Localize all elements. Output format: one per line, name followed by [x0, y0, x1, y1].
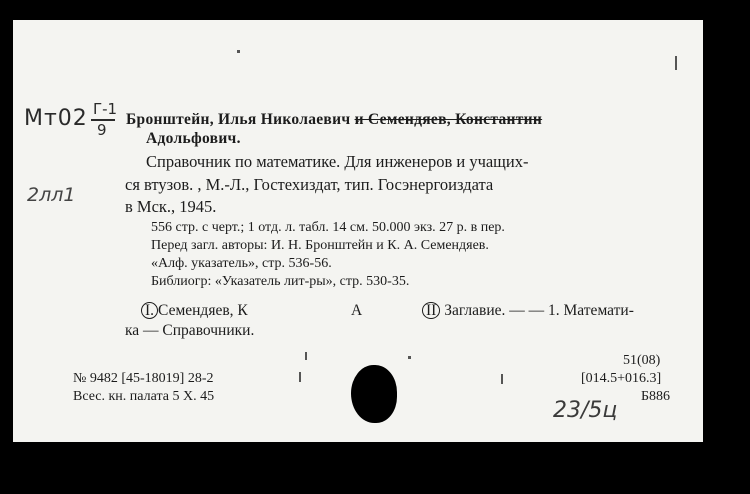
author-name: Бронштейн, Илья Николаевич [126, 111, 355, 128]
speck [408, 356, 411, 359]
tracing-entry-1-tail: А [351, 302, 363, 319]
collation-line-2: Перед загл. авторы: И. Н. Бронштейн и К. А. Семендяев. [151, 238, 489, 253]
author-co-struck: и Семендяев, Константин [354, 111, 543, 128]
card-number: № 9482 [45-18019] 28-2 [73, 371, 214, 386]
collation-line-4: Библиогр: «Указатель лит-ры», стр. 530-35. [151, 274, 410, 289]
classification-mid: [014.5+016.3] [581, 371, 662, 386]
catalog-card [13, 20, 703, 442]
side-note: 2лл1 [27, 184, 76, 206]
book-chamber: Всес. кн. палата 5 X. 45 [73, 389, 215, 404]
tracing-line-3: ка — Справочники. [125, 322, 255, 339]
speck [305, 352, 307, 360]
author-heading-cont: Адольфович. [146, 130, 241, 147]
tracing-mark-1: I. [141, 302, 158, 319]
tracing-line-2 [422, 302, 634, 320]
title-line-3: в Мск., 1945. [125, 197, 217, 216]
collation-line-1: 556 стр. с черт.; 1 отд. л. табл. 14 см. 50.000 экз. 27 р. в пер. [151, 220, 505, 235]
shelfmark-code: Мт02 [24, 106, 88, 131]
collation-line-3: «Алф. указатель», стр. 536-56. [151, 256, 332, 271]
speck [237, 50, 240, 53]
handwritten-note: 23/5ц [553, 398, 618, 423]
classification-bottom: Б886 [641, 389, 671, 404]
ink-blot [351, 365, 397, 423]
shelfmark-fraction-top: Г-1 [93, 100, 118, 118]
shelfmark-fraction-bottom: 9 [97, 121, 107, 139]
tracing-line-1 [141, 302, 248, 320]
tracing-entry-1: Семендяев, К [158, 302, 248, 319]
speck [501, 374, 503, 384]
speck [675, 56, 677, 70]
title-line-2: ся втузов. , М.-Л., Гостехиздат, тип. Госэнергоиздата [125, 175, 494, 194]
speck [299, 372, 301, 382]
author-heading [126, 111, 542, 129]
tracing-mark-2: II [422, 302, 440, 319]
title-line-1: Справочник по математике. Для инженеров и учащих- [146, 152, 529, 171]
classification-top: 51(08) [623, 353, 661, 368]
tracing-entry-2: Заглавие. — — 1. Математи- [444, 302, 634, 319]
